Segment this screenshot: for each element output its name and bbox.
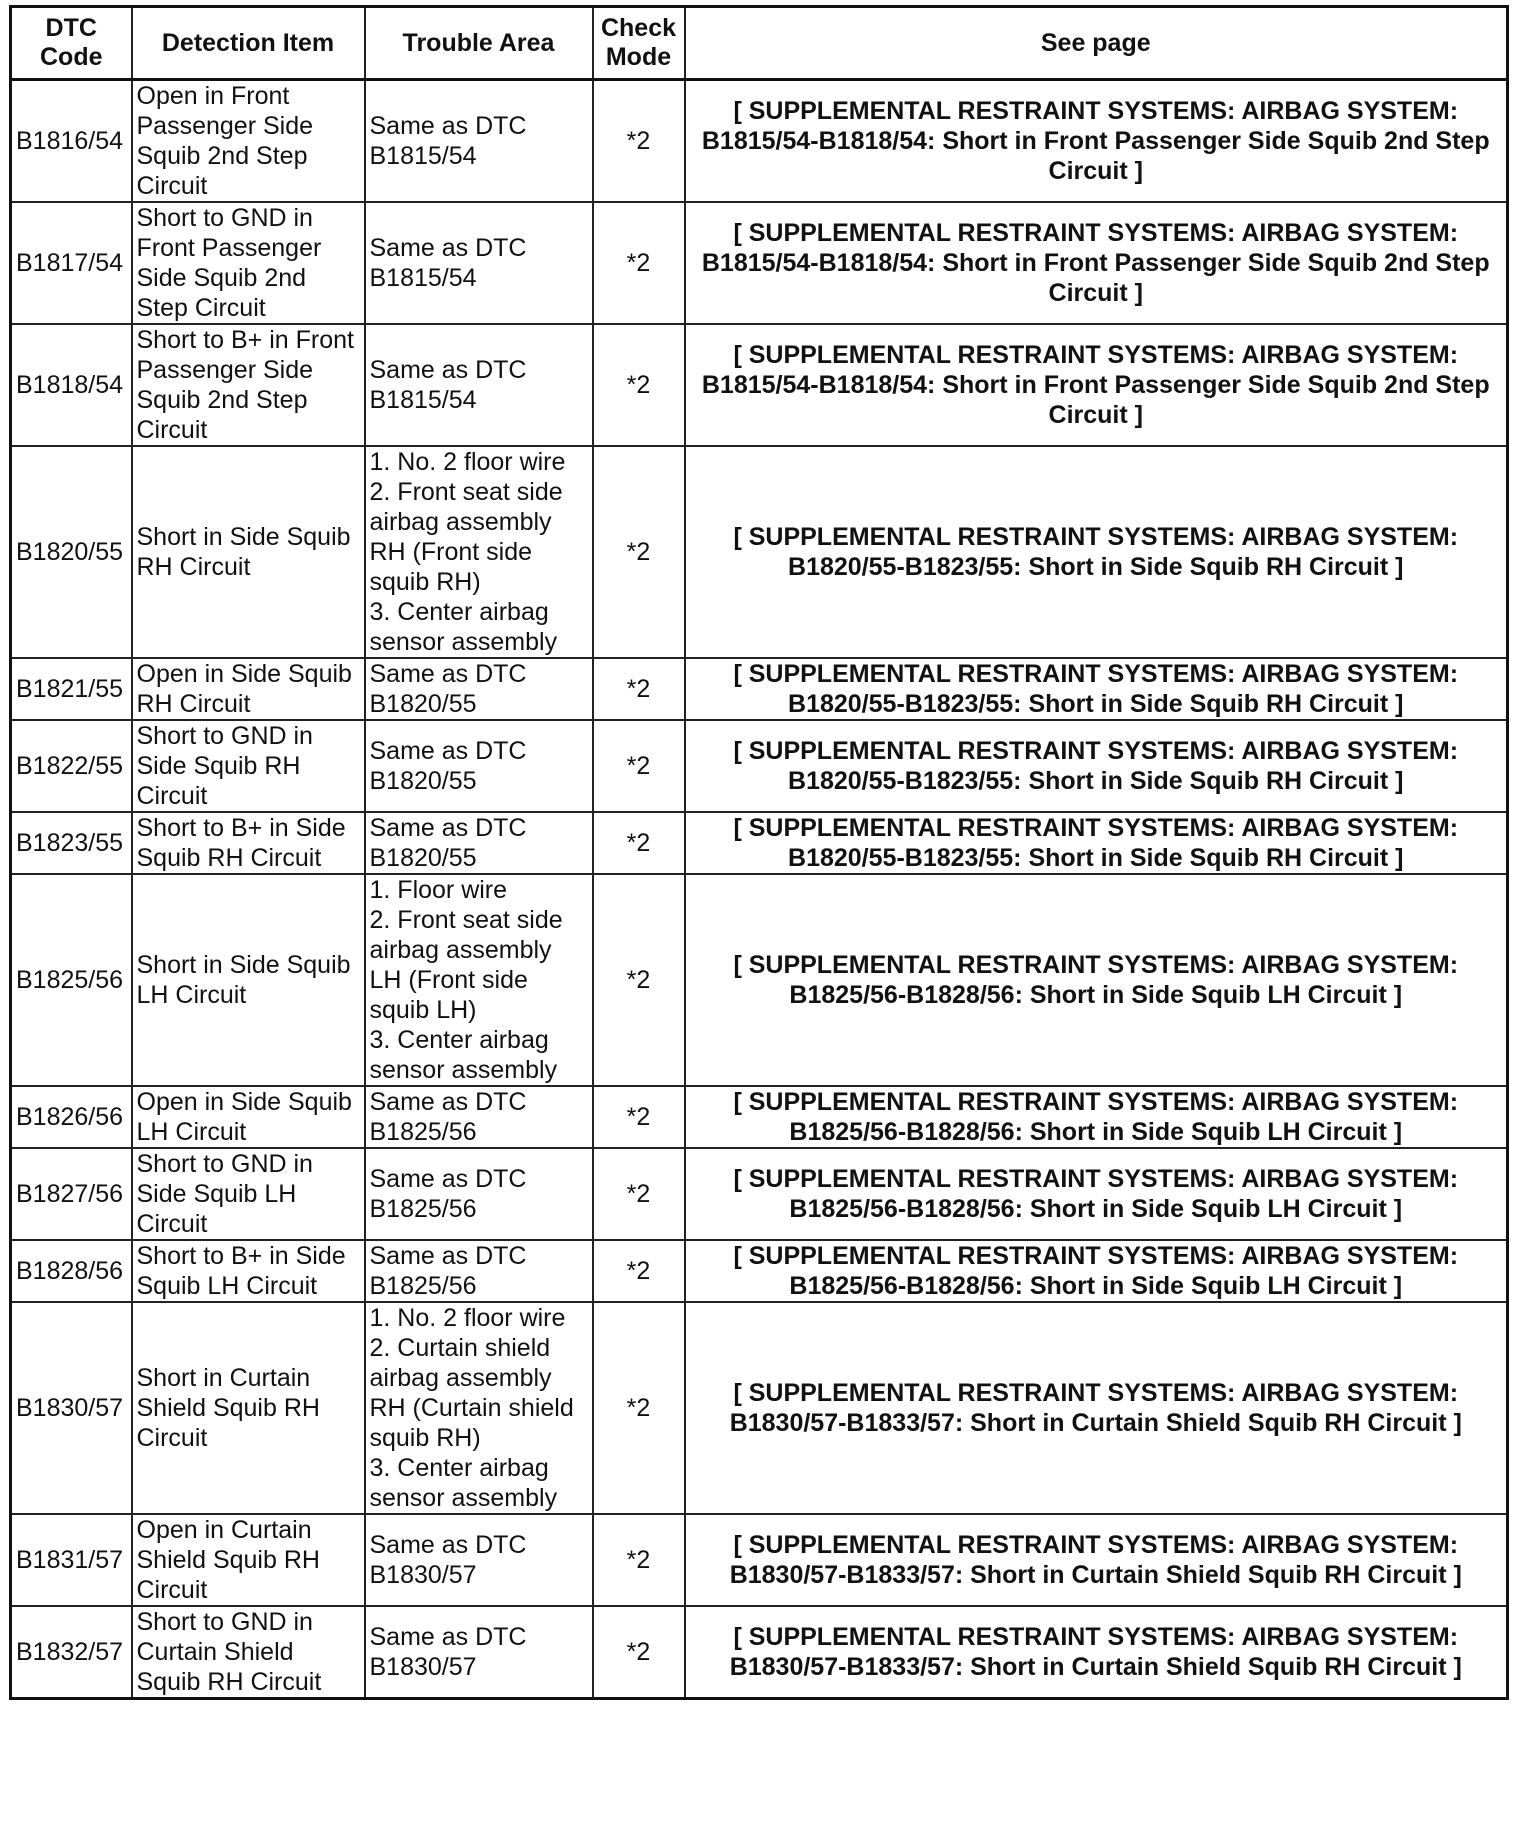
see-page-link: [ SUPPLEMENTAL RESTRAINT SYSTEMS: AIRBAG SYSTEM: B1820/55-B1823/55: Short in Side Squib RH Circuit ] xyxy=(685,658,1508,720)
table-row xyxy=(11,1240,1508,1302)
trouble-area-line: 2. Front seat side airbag assembly RH (Front side squib RH) xyxy=(369,478,563,596)
table-row xyxy=(11,812,1508,874)
header-row xyxy=(11,7,1508,80)
check-mode-cell: *2 xyxy=(593,80,685,203)
dtc-code-cell: B1826/56 xyxy=(11,1086,132,1148)
trouble-area-cell: Same as DTC B1820/55 xyxy=(365,720,593,812)
dtc-code-cell: B1831/57 xyxy=(11,1514,132,1606)
see-page-link: [ SUPPLEMENTAL RESTRAINT SYSTEMS: AIRBAG SYSTEM: B1815/54-B1818/54: Short in Front Passenger Side Squib 2nd Step Circuit ] xyxy=(685,324,1508,446)
dtc-code-cell: B1820/55 xyxy=(11,446,132,658)
detection-item-cell: Short to GND in Curtain Shield Squib RH Circuit xyxy=(132,1606,365,1699)
table-row xyxy=(11,446,1508,658)
trouble-area-line: 1. Floor wire xyxy=(369,876,508,904)
trouble-area-cell xyxy=(365,1302,593,1514)
table-row xyxy=(11,202,1508,324)
detection-item-cell: Short to B+ in Side Squib LH Circuit xyxy=(132,1240,365,1302)
trouble-area-cell: Same as DTC B1825/56 xyxy=(365,1148,593,1240)
check-mode-cell: *2 xyxy=(593,1606,685,1699)
see-page-link: [ SUPPLEMENTAL RESTRAINT SYSTEMS: AIRBAG SYSTEM: B1820/55-B1823/55: Short in Side Squib RH Circuit ] xyxy=(685,812,1508,874)
check-mode-cell: *2 xyxy=(593,720,685,812)
dtc-code-cell: B1828/56 xyxy=(11,1240,132,1302)
see-page-link: [ SUPPLEMENTAL RESTRAINT SYSTEMS: AIRBAG SYSTEM: B1820/55-B1823/55: Short in Side Squib RH Circuit ] xyxy=(685,720,1508,812)
dtc-code-cell: B1821/55 xyxy=(11,658,132,720)
trouble-area-cell: Same as DTC B1830/57 xyxy=(365,1514,593,1606)
check-mode-cell: *2 xyxy=(593,1086,685,1148)
check-mode-cell: *2 xyxy=(593,1148,685,1240)
trouble-area-cell: Same as DTC B1815/54 xyxy=(365,80,593,203)
detection-item-cell: Open in Front Passenger Side Squib 2nd Step Circuit xyxy=(132,80,365,203)
see-page-link: [ SUPPLEMENTAL RESTRAINT SYSTEMS: AIRBAG SYSTEM: B1825/56-B1828/56: Short in Side Squib LH Circuit ] xyxy=(685,1086,1508,1148)
see-page-link: [ SUPPLEMENTAL RESTRAINT SYSTEMS: AIRBAG SYSTEM: B1825/56-B1828/56: Short in Side Squib LH Circuit ] xyxy=(685,874,1508,1086)
detection-item-cell: Short to B+ in Front Passenger Side Squib 2nd Step Circuit xyxy=(132,324,365,446)
detection-item-cell: Open in Side Squib LH Circuit xyxy=(132,1086,365,1148)
detection-item-cell: Short to GND in Side Squib LH Circuit xyxy=(132,1148,365,1240)
dtc-code-cell: B1822/55 xyxy=(11,720,132,812)
table-row xyxy=(11,324,1508,446)
trouble-area-cell: Same as DTC B1820/55 xyxy=(365,658,593,720)
trouble-area-cell: Same as DTC B1825/56 xyxy=(365,1086,593,1148)
check-mode-cell: *2 xyxy=(593,446,685,658)
detection-item-cell: Short in Side Squib LH Circuit xyxy=(132,874,365,1086)
trouble-area-line: 1. No. 2 floor wire xyxy=(369,448,566,476)
see-page-link: [ SUPPLEMENTAL RESTRAINT SYSTEMS: AIRBAG SYSTEM: B1830/57-B1833/57: Short in Curtain Shield Squib RH Circuit ] xyxy=(685,1514,1508,1606)
dtc-code-cell: B1823/55 xyxy=(11,812,132,874)
header-trouble-area: Trouble Area xyxy=(365,7,593,80)
check-mode-cell: *2 xyxy=(593,1514,685,1606)
table-row xyxy=(11,1086,1508,1148)
trouble-area-cell: Same as DTC B1820/55 xyxy=(365,812,593,874)
trouble-area-cell: Same as DTC B1825/56 xyxy=(365,1240,593,1302)
dtc-code-cell: B1827/56 xyxy=(11,1148,132,1240)
table-row xyxy=(11,1514,1508,1606)
dtc-table xyxy=(9,5,1509,1700)
see-page-link: [ SUPPLEMENTAL RESTRAINT SYSTEMS: AIRBAG SYSTEM: B1825/56-B1828/56: Short in Side Squib LH Circuit ] xyxy=(685,1240,1508,1302)
check-mode-cell: *2 xyxy=(593,1302,685,1514)
table-row xyxy=(11,1148,1508,1240)
trouble-area-line: 3. Center airbag sensor assembly xyxy=(369,598,558,656)
header-dtc-code: DTC Code xyxy=(11,7,132,80)
trouble-area-line: 3. Center airbag sensor assembly xyxy=(369,1026,558,1084)
table-row xyxy=(11,720,1508,812)
check-mode-cell: *2 xyxy=(593,812,685,874)
dtc-code-cell: B1832/57 xyxy=(11,1606,132,1699)
see-page-link: [ SUPPLEMENTAL RESTRAINT SYSTEMS: AIRBAG SYSTEM: B1820/55-B1823/55: Short in Side Squib RH Circuit ] xyxy=(685,446,1508,658)
header-check-mode: Check Mode xyxy=(593,7,685,80)
detection-item-cell: Open in Curtain Shield Squib RH Circuit xyxy=(132,1514,365,1606)
detection-item-cell: Short in Curtain Shield Squib RH Circuit xyxy=(132,1302,365,1514)
trouble-area-cell xyxy=(365,446,593,658)
see-page-link: [ SUPPLEMENTAL RESTRAINT SYSTEMS: AIRBAG SYSTEM: B1815/54-B1818/54: Short in Front Passenger Side Squib 2nd Step Circuit ] xyxy=(685,202,1508,324)
dtc-code-cell: B1830/57 xyxy=(11,1302,132,1514)
header-see-page: See page xyxy=(685,7,1508,80)
table-row xyxy=(11,874,1508,1086)
detection-item-cell: Short to B+ in Side Squib RH Circuit xyxy=(132,812,365,874)
table-row xyxy=(11,1606,1508,1699)
dtc-code-cell: B1816/54 xyxy=(11,80,132,203)
trouble-area-line: 1. No. 2 floor wire xyxy=(369,1304,566,1332)
see-page-link: [ SUPPLEMENTAL RESTRAINT SYSTEMS: AIRBAG SYSTEM: B1830/57-B1833/57: Short in Curtain Shield Squib RH Circuit ] xyxy=(685,1302,1508,1514)
trouble-area-line: 3. Center airbag sensor assembly xyxy=(369,1454,558,1512)
dtc-code-cell: B1825/56 xyxy=(11,874,132,1086)
check-mode-cell: *2 xyxy=(593,1240,685,1302)
trouble-area-cell xyxy=(365,874,593,1086)
table-row xyxy=(11,658,1508,720)
trouble-area-line: 2. Front seat side airbag assembly LH (Front side squib LH) xyxy=(369,906,563,1024)
see-page-link: [ SUPPLEMENTAL RESTRAINT SYSTEMS: AIRBAG SYSTEM: B1830/57-B1833/57: Short in Curtain Shield Squib RH Circuit ] xyxy=(685,1606,1508,1699)
see-page-link: [ SUPPLEMENTAL RESTRAINT SYSTEMS: AIRBAG SYSTEM: B1815/54-B1818/54: Short in Front Passenger Side Squib 2nd Step Circuit ] xyxy=(685,80,1508,203)
check-mode-cell: *2 xyxy=(593,202,685,324)
check-mode-cell: *2 xyxy=(593,658,685,720)
detection-item-cell: Short in Side Squib RH Circuit xyxy=(132,446,365,658)
detection-item-cell: Short to GND in Side Squib RH Circuit xyxy=(132,720,365,812)
dtc-code-cell: B1818/54 xyxy=(11,324,132,446)
trouble-area-cell: Same as DTC B1815/54 xyxy=(365,202,593,324)
trouble-area-line: 2. Curtain shield airbag assembly RH (Curtain shield squib RH) xyxy=(369,1334,574,1452)
check-mode-cell: *2 xyxy=(593,324,685,446)
check-mode-cell: *2 xyxy=(593,874,685,1086)
table-row xyxy=(11,80,1508,203)
dtc-code-cell: B1817/54 xyxy=(11,202,132,324)
table-row xyxy=(11,1302,1508,1514)
detection-item-cell: Short to GND in Front Passenger Side Squib 2nd Step Circuit xyxy=(132,202,365,324)
detection-item-cell: Open in Side Squib RH Circuit xyxy=(132,658,365,720)
table-body xyxy=(11,80,1508,1699)
header-detection-item: Detection Item xyxy=(132,7,365,80)
trouble-area-cell: Same as DTC B1830/57 xyxy=(365,1606,593,1699)
trouble-area-cell: Same as DTC B1815/54 xyxy=(365,324,593,446)
see-page-link: [ SUPPLEMENTAL RESTRAINT SYSTEMS: AIRBAG SYSTEM: B1825/56-B1828/56: Short in Side Squib LH Circuit ] xyxy=(685,1148,1508,1240)
